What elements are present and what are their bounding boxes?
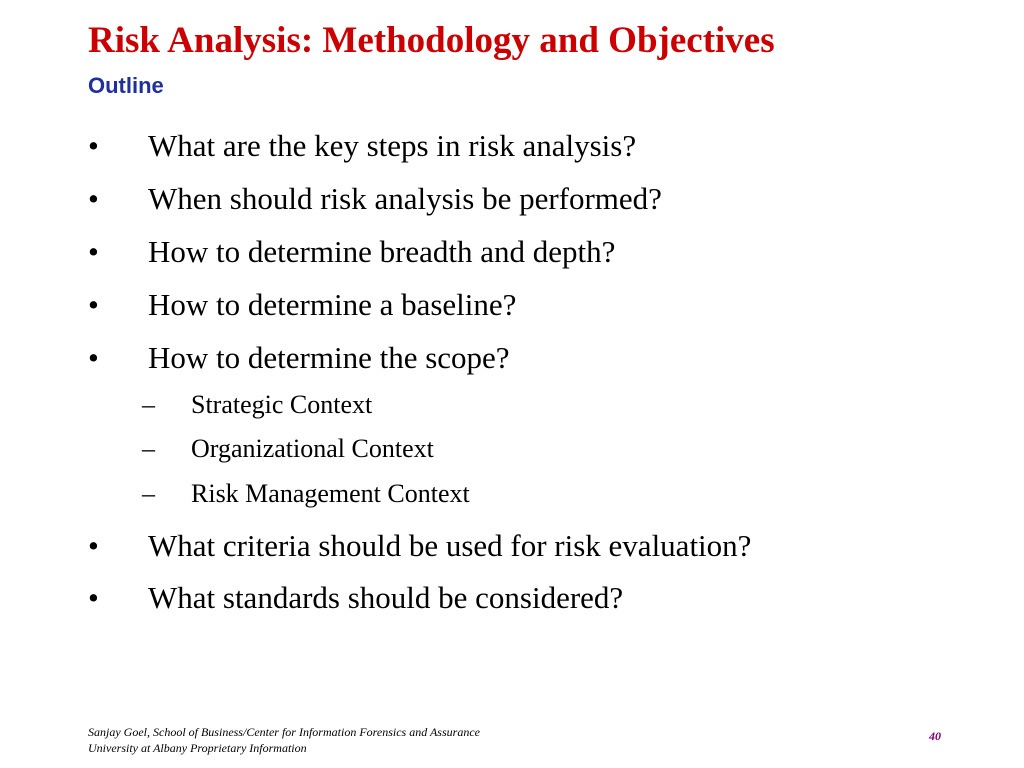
bullet-marker: • xyxy=(88,580,99,615)
bullet-item xyxy=(88,580,623,616)
sub-bullet-text: Strategic Context xyxy=(191,390,373,419)
sub-bullet-item xyxy=(134,434,434,464)
footer-author-line: Sanjay Goel, School of Business/Center for Information Forensics and Assurance xyxy=(88,725,480,739)
bullet-item xyxy=(88,287,516,323)
bullet-text: What standards should be considered? xyxy=(148,580,624,615)
bullet-item xyxy=(88,528,751,564)
bullet-text: How to determine a baseline? xyxy=(148,287,517,322)
bullet-item xyxy=(88,128,636,164)
bullet-marker: • xyxy=(88,528,99,563)
bullet-marker: • xyxy=(88,340,99,375)
bullet-marker: • xyxy=(88,287,99,322)
bullet-text: When should risk analysis be performed? xyxy=(148,181,662,216)
sub-bullet-item xyxy=(134,390,372,420)
footer-proprietary-line: University at Albany Proprietary Information xyxy=(88,741,307,755)
bullet-item xyxy=(88,340,510,376)
slide-title: Risk Analysis: Methodology and Objectives xyxy=(88,20,775,61)
footer-credits xyxy=(88,724,480,756)
slide-subtitle: Outline xyxy=(88,73,164,98)
sub-bullet-text: Risk Management Context xyxy=(191,479,470,508)
bullet-text: What are the key steps in risk analysis? xyxy=(148,128,637,163)
bullet-item xyxy=(88,234,615,270)
page-number: 40 xyxy=(929,729,941,743)
dash-marker: – xyxy=(142,434,155,463)
bullet-text: What criteria should be used for risk evaluation? xyxy=(148,528,752,563)
bullet-marker: • xyxy=(88,234,99,269)
bullet-text: How to determine the scope? xyxy=(148,340,510,375)
dash-marker: – xyxy=(142,479,155,508)
bullet-marker: • xyxy=(88,128,99,163)
sub-bullet-item xyxy=(134,479,470,509)
sub-bullet-text: Organizational Context xyxy=(191,434,434,463)
bullet-marker: • xyxy=(88,181,99,216)
bullet-item xyxy=(88,181,662,217)
dash-marker: – xyxy=(142,390,155,419)
bullet-text: How to determine breadth and depth? xyxy=(148,234,616,269)
